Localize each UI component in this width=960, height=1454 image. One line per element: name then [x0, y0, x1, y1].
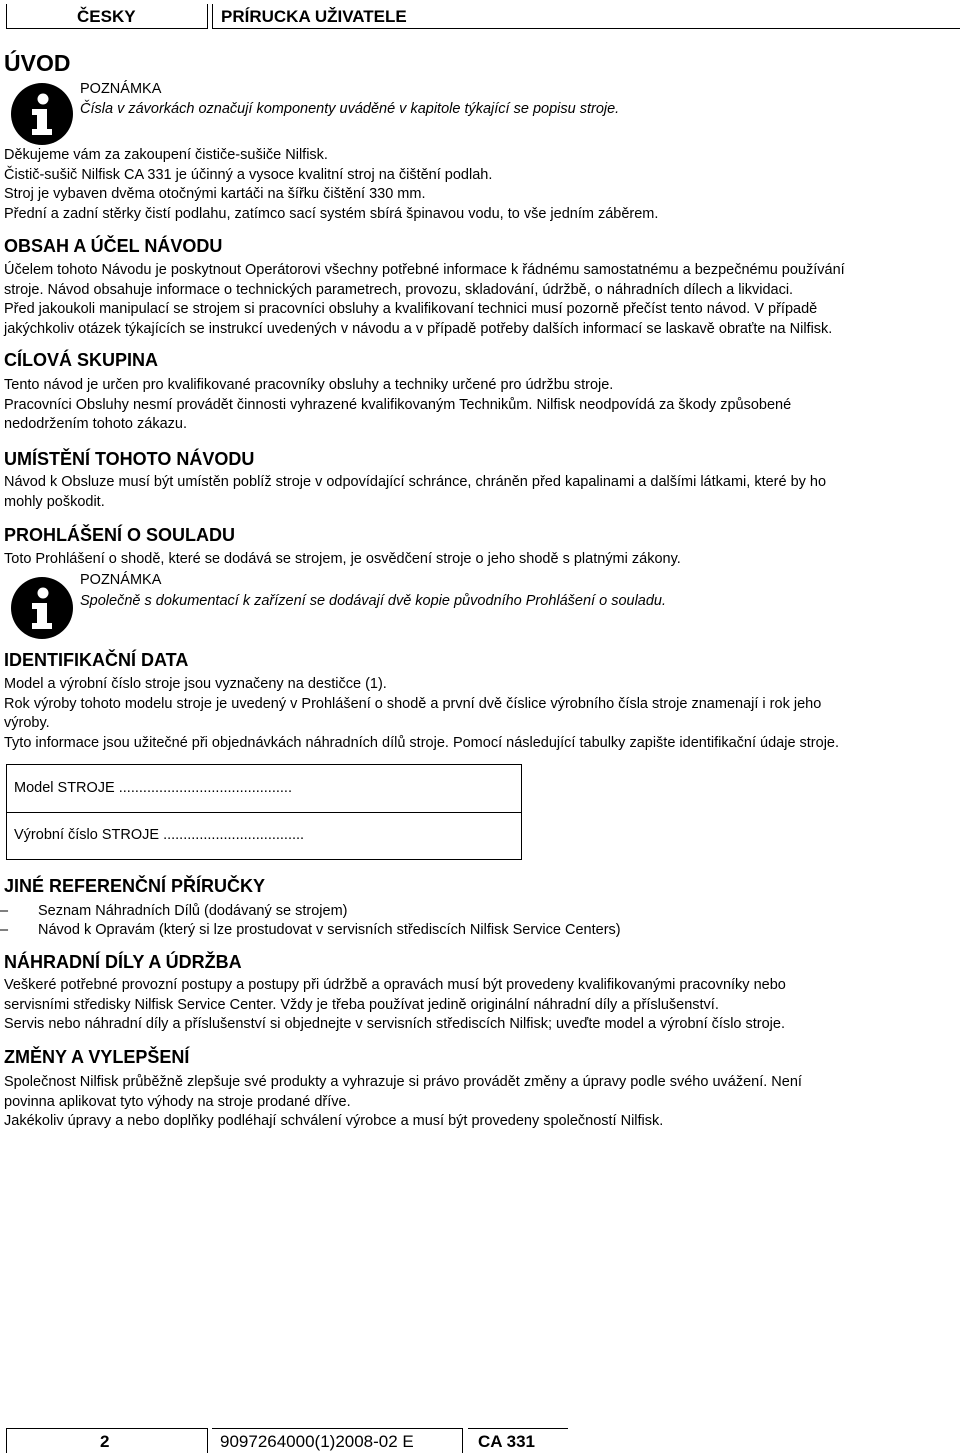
text-line: Děkujeme vám za zakoupení čističe-sušiče Nilfisk.	[4, 147, 328, 163]
identification-heading: IDENTIFIKAČNÍ DATA	[4, 650, 189, 670]
text-line: povinna aplikovat tyto výhody na stroje prodané dříve.	[4, 1093, 351, 1110]
target-paragraph	[4, 376, 956, 435]
header-language: ČESKY	[77, 7, 136, 26]
model-field: Model STROJE ...........................................	[14, 780, 292, 796]
bullet-dash: –	[0, 922, 9, 938]
text-line: Servis nebo náhradní díly a příslušenství si objednejte v servisních střediscích Nilfisk; uveďte model a výrobní číslo stroje.	[4, 1016, 785, 1032]
header-language-cell	[6, 4, 208, 29]
list-item-text: Seznam Náhradních Dílů (dodávaný se strojem)	[38, 903, 348, 919]
note-label: POZNÁMKA	[80, 81, 162, 97]
changes-heading: ZMĚNY A VYLEPŠENÍ	[4, 1047, 190, 1067]
header-title-cell	[212, 4, 960, 29]
text-line: Čistič-sušič Nilfisk CA 331 je účinný a vysoce kvalitní stroj na čištění podlah.	[4, 166, 493, 183]
footer-code-cell	[212, 1428, 463, 1453]
text-line: výroby.	[4, 715, 50, 731]
text-line: Pracovníci Obsluhy nesmí provádět činnosti vyhrazené kvalifikovaným Technikům. Nilfisk neodpovídá za škody způsobené	[4, 396, 792, 413]
note-label: POZNÁMKA	[80, 572, 162, 588]
references-heading: JINÉ REFERENČNÍ PŘÍRUČKY	[4, 876, 266, 896]
page-footer	[0, 1428, 960, 1454]
spares-heading: NÁHRADNÍ DÍLY A ÚDRŽBA	[4, 952, 242, 972]
info-icon	[10, 576, 74, 640]
text-line: Toto Prohlášení o shodě, které se dodává se strojem, je osvědčení stroje o jeho shodě s platnými zákony.	[4, 551, 681, 567]
serial-row[interactable]	[7, 812, 521, 859]
intro-paragraph	[4, 146, 956, 224]
text-line: jakýchkoliv otázek týkajících se instrukcí uvedených v návodu a v případě potřeby dalších informací se laskavě obraťte na Nilfisk.	[4, 320, 833, 337]
text-line: Návod k Obsluze musí být umístěn poblíž stroje v odpovídající schránce, chráněn před kapalinami a dalšími látkami, které by ho	[4, 474, 827, 490]
document-code: 9097264000(1)2008-02 E	[220, 1432, 414, 1451]
target-heading: CÍLOVÁ SKUPINA	[4, 350, 159, 370]
text-line: Stroj je vybaven dvěma otočnými kartáči na šířku čištění 330 mm.	[4, 186, 426, 202]
list-item-text: Návod k Opravám (který si lze prostudovat v servisních střediscích Nilfisk Service Centers)	[38, 922, 621, 938]
serial-field: Výrobní číslo STROJE ...................................	[14, 827, 305, 843]
intro-heading: ÚVOD	[4, 50, 71, 76]
changes-paragraph	[4, 1073, 956, 1132]
text-line: Tento návod je určen pro kvalifikované pracovníky obsluhy a techniky určené pro údržbu stroje.	[4, 377, 614, 393]
text-line: stroje. Návod obsahuje informace o technických parametrech, provozu, skladování, údržbě, o náhradních dílech a likvidaci.	[4, 281, 794, 298]
machine-id-table	[6, 764, 522, 860]
page-number: 2	[100, 1432, 110, 1451]
text-line: Rok výroby tohoto modelu stroje je uvedený v Prohlášení o shodě a první dvě číslice výrobního čísla stroje znamenají i rok jeho	[4, 695, 822, 712]
text-line: Přední a zadní stěrky čistí podlahu, zatímco sací systém sbírá špinavou vodu, to vše jedním záběrem.	[4, 205, 659, 222]
text-line: servisními středisky Nilfisk Service Center. Vždy je třeba používat jedině originální náhradní díly a příslušenství.	[4, 996, 719, 1013]
spares-paragraph	[4, 976, 956, 1035]
bullet-dash: –	[0, 903, 9, 919]
purpose-paragraph	[4, 261, 956, 339]
note-text: Společně s dokumentací k zařízení se dodávají dvě kopie původního Prohlášení o souladu.	[80, 593, 667, 609]
footer-model-cell	[468, 1428, 568, 1453]
identification-paragraph	[4, 675, 956, 753]
text-line: Společnost Nilfisk průběžně zlepšuje své produkty a vyhrazuje si právo provádět změny a úpravy podle svého uvážení. Není	[4, 1074, 802, 1090]
model-row[interactable]	[7, 765, 521, 813]
location-paragraph	[4, 473, 956, 512]
model-name: CA 331	[478, 1432, 536, 1451]
text-line: nedodržením tohoto zákazu.	[4, 416, 187, 432]
text-line: Před jakoukoli manipulací se strojem si pracovníci obsluhy a kvalifikovaní technici musí pozorně přečíst tento návod. V případě	[4, 301, 818, 317]
note-text: Čísla v závorkách označují komponenty uváděné v kapitole týkající se popisu stroje.	[80, 101, 620, 117]
text-line: Účelem tohoto Návodu je poskytnout Operátorovi všechny potřebné informace k řádnému samostatnému a bezpečnému používání	[4, 262, 845, 278]
conformity-heading: PROHLÁŠENÍ O SOULADU	[4, 525, 236, 545]
text-line: Tyto informace jsou užitečné při objednávkách náhradních dílů stroje. Pomocí následující tabulky zapište identifikační údaje stroje.	[4, 734, 840, 751]
text-line: Model a výrobní číslo stroje jsou vyznačeny na destičce (1).	[4, 676, 387, 692]
text-line: mohly poškodit.	[4, 493, 105, 510]
header-title: PRÍRUCKA UŽIVATELE	[221, 7, 407, 26]
location-heading: UMÍSTĚNÍ TOHOTO NÁVODU	[4, 449, 255, 469]
footer-page-cell	[6, 1428, 208, 1453]
text-line: Jakékoliv úpravy a nebo doplňky podléhají schválení výrobce a musí být provedeny společností Nilfisk.	[4, 1113, 664, 1129]
info-icon	[10, 82, 74, 146]
purpose-heading: OBSAH A ÚČEL NÁVODU	[4, 236, 223, 256]
text-line: Veškeré potřebné provozní postupy a postupy při údržbě a opravách musí být provedeny kvalifikovanými pracovníky nebo	[4, 977, 786, 993]
conformity-paragraph	[4, 550, 956, 570]
